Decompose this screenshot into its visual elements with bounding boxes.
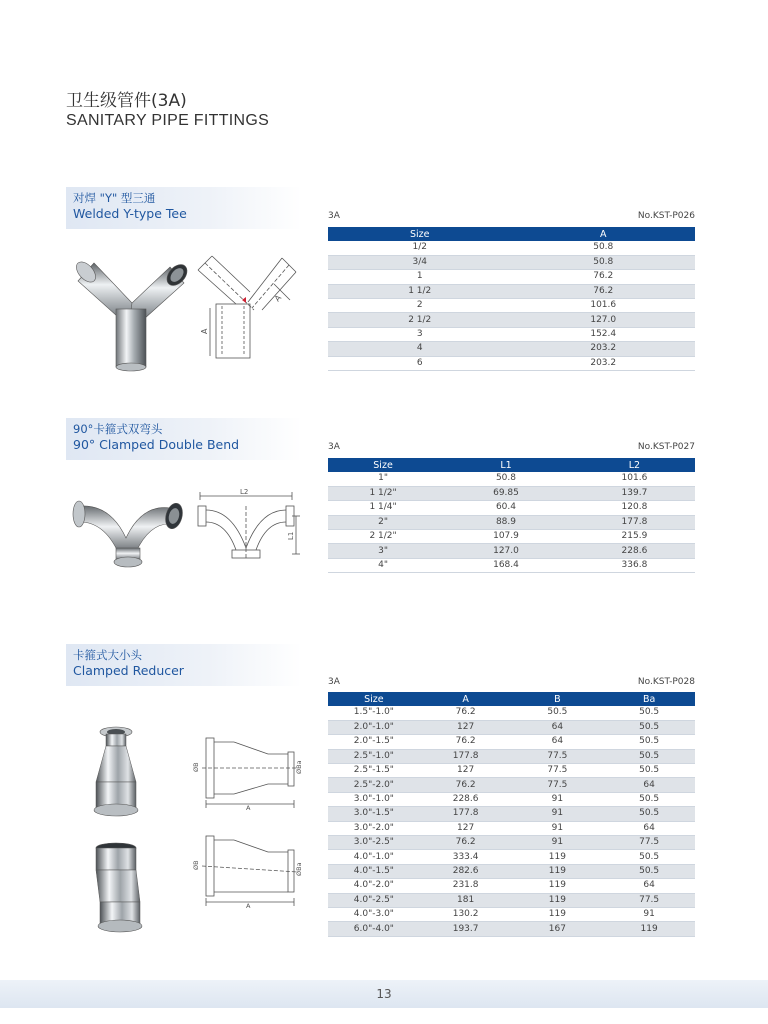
- table-cell: 130.2: [420, 907, 512, 921]
- spec-table-double-bend: [328, 458, 695, 573]
- table-cell: 2.0"-1.5": [328, 735, 420, 749]
- table-cell: 3/4: [328, 255, 512, 269]
- table-row: [328, 879, 695, 893]
- table-row: [328, 893, 695, 907]
- drawing-label-ob: ØB: [192, 860, 200, 870]
- table-cell: 177.8: [574, 515, 695, 529]
- table-cell: 50.8: [512, 241, 696, 255]
- table-row: [328, 821, 695, 835]
- table-cell: 127.0: [512, 313, 696, 327]
- table-cell: 50.5: [512, 706, 604, 720]
- table-cell: 127: [420, 821, 512, 835]
- column-header: A: [512, 227, 696, 241]
- table-cell: 76.2: [512, 284, 696, 298]
- standard-label: 3A: [328, 677, 340, 687]
- table-row: [328, 558, 695, 572]
- table-cell: 228.6: [420, 792, 512, 806]
- table-row: [328, 749, 695, 763]
- table-row: [328, 836, 695, 850]
- table-row: [328, 486, 695, 500]
- table-cell: 127.0: [438, 544, 574, 558]
- table-cell: 203.2: [512, 342, 696, 356]
- table-row: [328, 255, 695, 269]
- table-row: [328, 515, 695, 529]
- column-header: Size: [328, 227, 512, 241]
- table-cell: 77.5: [512, 778, 604, 792]
- table-cell: 76.2: [420, 735, 512, 749]
- table-cell: 3.0"-2.0": [328, 821, 420, 835]
- model-number: No.KST-P026: [637, 211, 695, 221]
- section-header-double-bend: [66, 418, 302, 460]
- table-cell: 77.5: [512, 749, 604, 763]
- spec-table-y-tee: [328, 227, 695, 371]
- table-row: [328, 284, 695, 298]
- table-row: [328, 342, 695, 356]
- table-cell: 1.5"-1.0": [328, 706, 420, 720]
- table-row: [328, 501, 695, 515]
- table-meta-reducer: [328, 677, 695, 691]
- drawing-label-l1: L1: [287, 531, 295, 540]
- table-header-row: [328, 692, 695, 706]
- section-title-en: 90° Clamped Double Bend: [73, 437, 240, 452]
- column-header: Size: [328, 458, 438, 472]
- table-cell: 193.7: [420, 922, 512, 936]
- column-header: Size: [328, 692, 420, 706]
- drawing-label-oba: ØBa: [295, 760, 303, 774]
- table-cell: 2: [328, 299, 512, 313]
- page-title-cn: 卫生级管件(3A): [66, 91, 187, 111]
- table-cell: 91: [512, 821, 604, 835]
- table-cell: 1": [328, 472, 438, 486]
- table-cell: 4.0"-2.5": [328, 893, 420, 907]
- table-row: [328, 313, 695, 327]
- table-row: [328, 299, 695, 313]
- table-cell: 333.4: [420, 850, 512, 864]
- table-row: [328, 544, 695, 558]
- table-cell: 3": [328, 544, 438, 558]
- table-cell: 50.5: [603, 864, 695, 878]
- table-cell: 119: [603, 922, 695, 936]
- table-cell: 50.5: [603, 706, 695, 720]
- table-cell: 119: [512, 879, 604, 893]
- table-cell: 231.8: [420, 879, 512, 893]
- table-meta-double-bend: [328, 442, 695, 456]
- table-cell: 107.9: [438, 530, 574, 544]
- drawing-label-oba: ØBa: [295, 862, 303, 876]
- table-cell: 77.5: [603, 836, 695, 850]
- table-cell: 91: [603, 907, 695, 921]
- reducer-drawing-concentric: [188, 732, 303, 812]
- table-cell: 50.5: [603, 850, 695, 864]
- drawing-label-a: A: [246, 804, 251, 812]
- table-cell: 2 1/2": [328, 530, 438, 544]
- table-cell: 50.5: [603, 792, 695, 806]
- table-cell: 50.5: [603, 807, 695, 821]
- table-cell: 119: [512, 893, 604, 907]
- table-header-row: [328, 458, 695, 472]
- table-row: [328, 850, 695, 864]
- table-header-row: [328, 227, 695, 241]
- table-cell: 3.0"-1.5": [328, 807, 420, 821]
- table-cell: 50.5: [603, 720, 695, 734]
- table-meta-y-tee: [328, 211, 695, 225]
- section-title-cn: 卡箍式大小头: [73, 648, 142, 662]
- model-number: No.KST-P027: [637, 442, 695, 452]
- table-cell: 2.5"-1.0": [328, 749, 420, 763]
- table-cell: 282.6: [420, 864, 512, 878]
- table-cell: 4.0"-1.0": [328, 850, 420, 864]
- table-cell: 50.8: [438, 472, 574, 486]
- column-header: A: [420, 692, 512, 706]
- section-header-y-tee: [66, 187, 302, 229]
- table-cell: 50.5: [603, 735, 695, 749]
- section-title-cn: 90°卡箍式双弯头: [73, 422, 163, 436]
- table-row: [328, 735, 695, 749]
- table-cell: 91: [512, 792, 604, 806]
- table-cell: 168.4: [438, 558, 574, 572]
- column-header: B: [512, 692, 604, 706]
- section-title-cn: 对焊 "Y" 型三通: [73, 191, 156, 205]
- drawing-label-ob: ØB: [192, 762, 200, 772]
- table-row: [328, 807, 695, 821]
- table-cell: 64: [512, 735, 604, 749]
- table-cell: 177.8: [420, 807, 512, 821]
- drawing-label-a-vertical: A: [200, 328, 209, 334]
- table-cell: 228.6: [574, 544, 695, 558]
- standard-label: 3A: [328, 211, 340, 221]
- column-header: L2: [574, 458, 695, 472]
- table-cell: 119: [512, 850, 604, 864]
- table-cell: 119: [512, 864, 604, 878]
- table-cell: 4": [328, 558, 438, 572]
- column-header: Ba: [603, 692, 695, 706]
- reducer-photo-eccentric: [90, 840, 150, 935]
- table-cell: 1 1/2": [328, 486, 438, 500]
- table-row: [328, 270, 695, 284]
- table-cell: 50.8: [512, 255, 696, 269]
- table-cell: 64: [603, 778, 695, 792]
- table-row: [328, 706, 695, 720]
- table-cell: 1: [328, 270, 512, 284]
- table-cell: 167: [512, 922, 604, 936]
- table-cell: 101.6: [512, 299, 696, 313]
- table-cell: 91: [512, 807, 604, 821]
- table-cell: 2": [328, 515, 438, 529]
- table-cell: 119: [512, 907, 604, 921]
- table-cell: 69.85: [438, 486, 574, 500]
- table-cell: 6: [328, 356, 512, 370]
- table-row: [328, 241, 695, 255]
- table-cell: 1/2: [328, 241, 512, 255]
- reducer-photo-concentric: [88, 722, 148, 822]
- page-number: 13: [376, 987, 392, 1001]
- table-row: [328, 356, 695, 370]
- table-cell: 76.2: [420, 706, 512, 720]
- table-row: [328, 922, 695, 936]
- table-cell: 139.7: [574, 486, 695, 500]
- standard-label: 3A: [328, 442, 340, 452]
- table-cell: 4.0"-3.0": [328, 907, 420, 921]
- table-cell: 4.0"-2.0": [328, 879, 420, 893]
- table-cell: 127: [420, 720, 512, 734]
- table-cell: 181: [420, 893, 512, 907]
- table-cell: 215.9: [574, 530, 695, 544]
- section-title-en: Welded Y-type Tee: [73, 206, 187, 221]
- table-cell: 50.5: [603, 749, 695, 763]
- table-cell: 91: [512, 836, 604, 850]
- table-cell: 3.0"-2.5": [328, 836, 420, 850]
- table-cell: 76.2: [512, 270, 696, 284]
- table-cell: 1 1/4": [328, 501, 438, 515]
- table-row: [328, 530, 695, 544]
- double-bend-drawing: [192, 488, 302, 570]
- table-cell: 76.2: [420, 836, 512, 850]
- table-cell: 60.4: [438, 501, 574, 515]
- drawing-label-l2: L2: [240, 488, 249, 496]
- reducer-drawing-eccentric: [188, 830, 303, 910]
- table-row: [328, 327, 695, 341]
- y-tee-photo: [70, 245, 190, 375]
- table-cell: 101.6: [574, 472, 695, 486]
- table-row: [328, 864, 695, 878]
- table-cell: 64: [603, 879, 695, 893]
- drawing-label-a: A: [246, 902, 251, 910]
- table-cell: 2 1/2: [328, 313, 512, 327]
- table-cell: 64: [512, 720, 604, 734]
- table-row: [328, 720, 695, 734]
- table-cell: 77.5: [512, 764, 604, 778]
- table-cell: 76.2: [420, 778, 512, 792]
- table-cell: 1 1/2: [328, 284, 512, 298]
- table-cell: 50.5: [603, 764, 695, 778]
- page-title-en: SANITARY PIPE FITTINGS: [66, 112, 270, 129]
- table-cell: 4: [328, 342, 512, 356]
- table-cell: 88.9: [438, 515, 574, 529]
- table-row: [328, 472, 695, 486]
- table-cell: 336.8: [574, 558, 695, 572]
- table-row: [328, 792, 695, 806]
- section-header-reducer: [66, 644, 302, 686]
- table-cell: 64: [603, 821, 695, 835]
- y-tee-drawing: [192, 252, 302, 362]
- table-cell: 3.0"-1.0": [328, 792, 420, 806]
- table-cell: 2.5"-1.5": [328, 764, 420, 778]
- table-cell: 77.5: [603, 893, 695, 907]
- double-bend-photo: [70, 486, 185, 571]
- table-cell: 4.0"-1.5": [328, 864, 420, 878]
- table-cell: 2.5"-2.0": [328, 778, 420, 792]
- table-cell: 127: [420, 764, 512, 778]
- column-header: L1: [438, 458, 574, 472]
- table-cell: 2.0"-1.0": [328, 720, 420, 734]
- table-cell: 177.8: [420, 749, 512, 763]
- section-title-en: Clamped Reducer: [73, 663, 184, 678]
- table-cell: 6.0"-4.0": [328, 922, 420, 936]
- model-number: No.KST-P028: [637, 677, 695, 687]
- table-cell: 203.2: [512, 356, 696, 370]
- drawing-label-a-diagonal: A: [272, 293, 284, 304]
- table-row: [328, 778, 695, 792]
- table-cell: 120.8: [574, 501, 695, 515]
- table-row: [328, 764, 695, 778]
- table-row: [328, 907, 695, 921]
- table-cell: 3: [328, 327, 512, 341]
- table-cell: 152.4: [512, 327, 696, 341]
- spec-table-reducer: [328, 692, 695, 937]
